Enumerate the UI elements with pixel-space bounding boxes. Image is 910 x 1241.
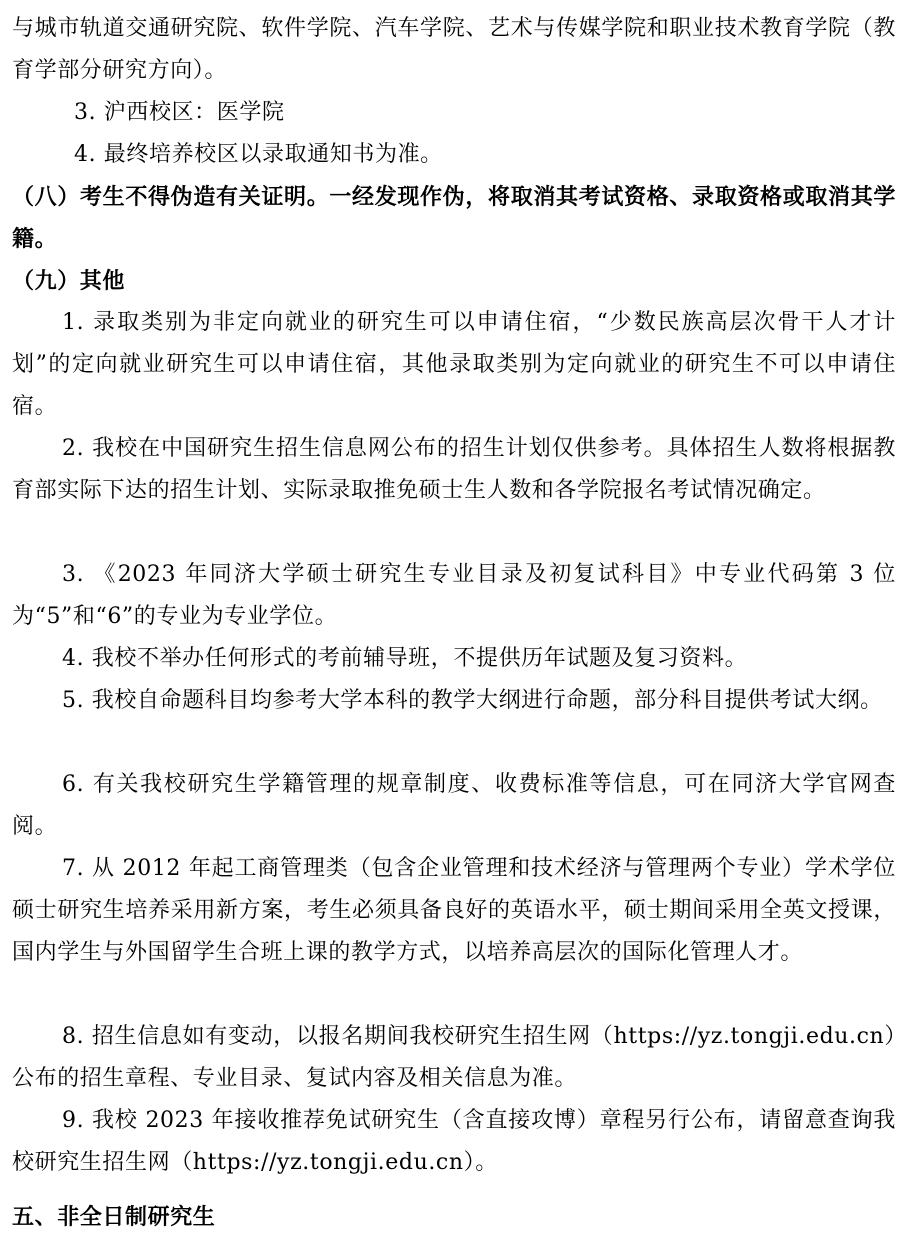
campus-item-4: 4. 最终培养校区以录取通知书为准。 — [74, 142, 443, 167]
list-item-5: 5. 我校自命题科目均参考大学本科的教学大纲进行命题，部分科目提供考试大纲。 — [62, 688, 883, 713]
list-item-3: 3. 《2023 年同济大学硕士研究生专业目录及初复试科目》中专业代码第 3 位为“5”和“6”的专业为专业学位。 — [12, 562, 896, 629]
list-item-7: 7. 从 2012 年起工商管理类（包含企业管理和技术经济与管理两个专业）学术学位硕士研究生培养采用新方案，考生必须具备良好的英语水平，硕士期间采用全英文授课，国内学生与外国留学生合班上课的教学方式，以培养高层次的国际化管理人才。 — [12, 856, 896, 965]
list-item-9: 9. 我校 2023 年接收推荐免试研究生（含直接攻博）章程另行公布，请留意查询我校研究生招生网（https://yz.tongji.edu.cn）。 — [12, 1108, 896, 1175]
list-item-4: 4. 我校不举办任何形式的考前辅导班，不提供历年试题及复习资料。 — [62, 646, 748, 671]
list-item-2: 2. 我校在中国研究生招生信息网公布的招生计划仅供参考。具体招生人数将根据教育部实际下达的招生计划、实际录取推免硕士生人数和各学院报名考试情况确定。 — [12, 436, 896, 503]
campus-item-3: 3. 沪西校区：医学院 — [74, 100, 285, 125]
section-8-paragraph: （八）考生不得伪造有关证明。一经发现作伪，将取消其考试资格、录取资格或取消其学籍。 — [12, 184, 896, 252]
list-item-6: 6. 有关我校研究生学籍管理的规章制度、收费标准等信息，可在同济大学官网查阅。 — [12, 772, 896, 839]
list-item-8: 8. 招生信息如有变动，以报名期间我校研究生招生网（https://yz.tongji.edu.cn）公布的招生章程、专业目录、复试内容及相关信息为准。 — [12, 1024, 896, 1091]
paragraph-campus-continuation: 与城市轨道交通研究院、软件学院、汽车学院、艺术与传媒学院和职业技术教育学院（教育学部分研究方向）。 — [12, 16, 896, 83]
section-9-title: （九）其他 — [12, 268, 126, 294]
section-5-title: 五、非全日制研究生 — [12, 1204, 216, 1230]
list-item-1: 1. 录取类别为非定向就业的研究生可以申请住宿，“少数民族高层次骨干人才计划”的定向就业研究生可以申请住宿，其他录取类别为定向就业的研究生不可以申请住宿。 — [12, 310, 896, 419]
